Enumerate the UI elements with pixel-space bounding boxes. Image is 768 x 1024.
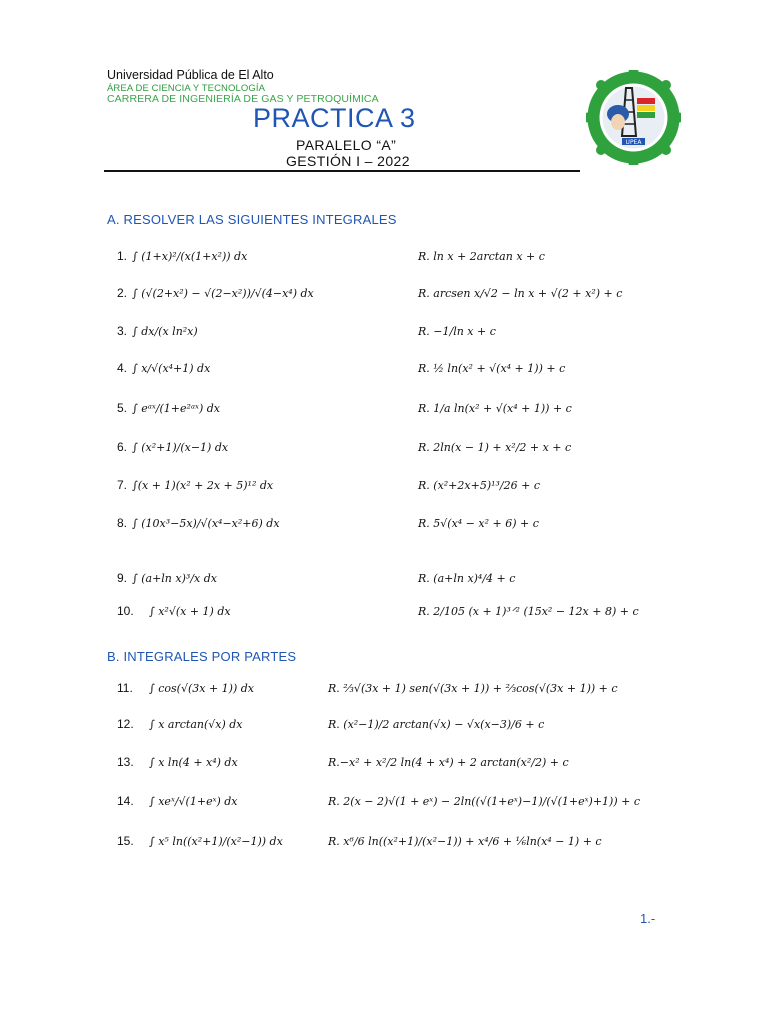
problem-question: ∫ x/√(x⁴+1) dx [132, 362, 211, 375]
university-name: Universidad Pública de El Alto [107, 68, 274, 82]
problem-number: 12. [117, 717, 134, 731]
problem-question: ∫ (1+x)²/(x(1+x²)) dx [132, 250, 248, 263]
problem-answer: R. x⁶/6 ln((x²+1)/(x²−1)) + x⁴/6 + ⅙ln(x⁴ − 1) + c [328, 835, 602, 848]
problem-question: ∫ (a+ln x)³/x dx [132, 572, 217, 585]
problem-number: 13. [117, 755, 134, 769]
paralelo: PARALELO “A” [296, 137, 397, 153]
career-name: CARRERA DE INGENIERÍA DE GAS Y PETROQUÍMICA [107, 93, 379, 105]
problem-answer: R. (x²−1)/2 arctan(√x) − √x(x−3)/6 + c [328, 718, 545, 731]
problem-number: 3. [117, 324, 128, 338]
header-divider [104, 170, 580, 172]
problem-number: 14. [117, 794, 134, 808]
section-b-title: B. INTEGRALES POR PARTES [107, 649, 297, 664]
gestion: GESTIÓN I – 2022 [286, 153, 410, 169]
problem-answer: R. ln x + 2arctan x + c [418, 250, 545, 263]
page-number: 1.- [640, 911, 656, 926]
problem-question: ∫(x + 1)(x² + 2x + 5)¹² dx [132, 479, 274, 492]
problem-answer: R. ⅔√(3x + 1) sen(√(3x + 1)) + ⅔cos(√(3x + 1)) + c [328, 682, 618, 695]
logo-text: UPEA [625, 139, 642, 146]
problem-number: 15. [117, 834, 134, 848]
problem-answer: R. (x²+2x+5)¹³/26 + c [418, 479, 540, 492]
problem-number: 11. [117, 681, 133, 695]
problem-answer: R. 5√(x⁴ − x² + 6) + c [418, 517, 539, 530]
problem-answer: R. 1/a ln(x² + √(x⁴ + 1)) + c [418, 402, 572, 415]
problem-number: 5. [117, 401, 128, 415]
problem-number: 8. [117, 516, 128, 530]
problem-question: ∫ dx/(x ln²x) [132, 325, 198, 338]
problem-answer: R.−x² + x²/2 ln(4 + x⁴) + 2 arctan(x²/2) + c [328, 756, 569, 769]
problem-number: 4. [117, 361, 128, 375]
problem-question: ∫ (x²+1)/(x−1) dx [132, 441, 229, 454]
university-logo [586, 70, 681, 165]
page-title: PRACTICA 3 [253, 103, 416, 133]
problem-answer: R. ½ ln(x² + √(x⁴ + 1)) + c [418, 362, 566, 375]
problem-question: ∫ x²√(x + 1) dx [149, 605, 231, 618]
problem-question: ∫ x arctan(√x) dx [149, 718, 243, 731]
problem-question: ∫ x⁵ ln((x²+1)/(x²−1)) dx [149, 835, 283, 848]
problem-answer: R. 2(x − 2)√(1 + eˣ) − 2ln((√(1+eˣ)−1)/(√(1+eˣ)+1)) + c [328, 795, 640, 808]
section-a-title: A. RESOLVER LAS SIGUIENTES INTEGRALES [107, 212, 397, 227]
problem-number: 6. [117, 440, 128, 454]
problem-answer: R. 2/105 (x + 1)³ᐟ² (15x² − 12x + 8) + c [418, 605, 639, 618]
problem-question: ∫ (10x³−5x)/√(x⁴−x²+6) dx [132, 517, 280, 530]
problem-answer: R. (a+ln x)⁴/4 + c [418, 572, 516, 585]
problem-number: 7. [117, 478, 128, 492]
problem-question: ∫ x ln(4 + x⁴) dx [149, 756, 238, 769]
problem-question: ∫ cos(√(3x + 1)) dx [149, 682, 254, 695]
problem-answer: R. arcsen x/√2 − ln x + √(2 + x²) + c [418, 287, 623, 300]
problem-number: 9. [117, 571, 128, 585]
problem-number: 1. [117, 249, 128, 263]
problem-number: 10. [117, 604, 134, 618]
problem-question: ∫ (√(2+x²) − √(2−x²))/√(4−x⁴) dx [132, 287, 314, 300]
problem-answer: R. −1/ln x + c [418, 325, 496, 338]
problem-question: ∫ eᵃˣ/(1+e²ᵃˣ) dx [132, 402, 220, 415]
problem-number: 2. [117, 286, 128, 300]
area-name: ÁREA DE CIENCIA Y TECNOLOGÍA [107, 83, 266, 94]
problem-question: ∫ xeˣ/√(1+eˣ) dx [149, 795, 238, 808]
problem-answer: R. 2ln(x − 1) + x²/2 + x + c [418, 441, 572, 454]
